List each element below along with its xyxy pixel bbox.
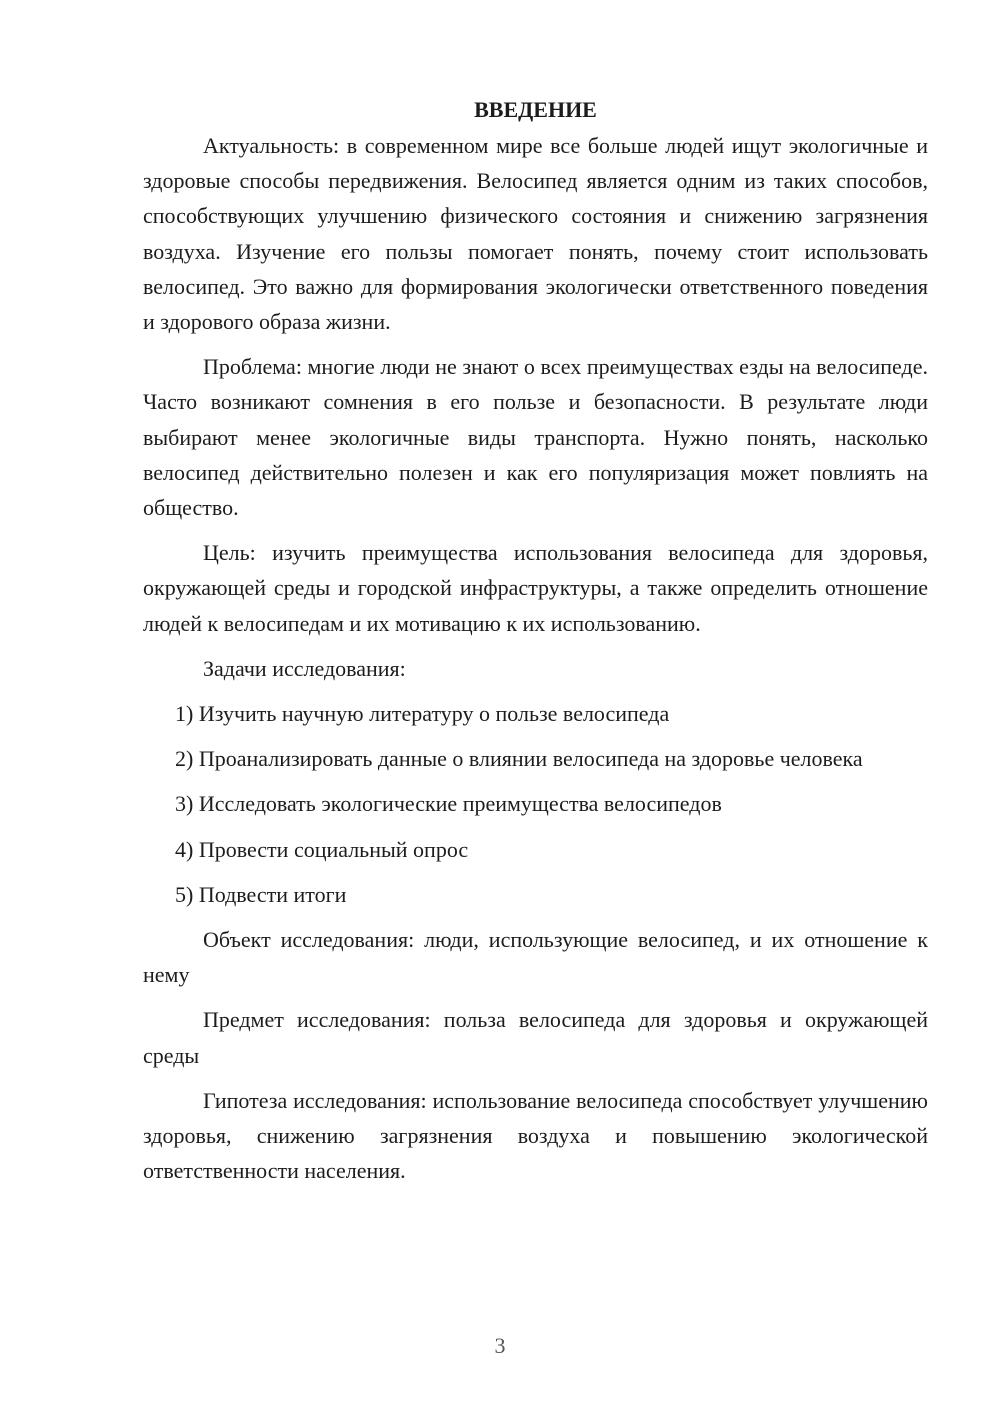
page-number: 3 <box>494 1333 506 1358</box>
section-title: ВВЕДЕНИЕ <box>474 97 597 122</box>
task-item-3: 3) Исследовать экологические преимущества велосипедов <box>175 791 722 817</box>
task-item-5: 5) Подвести итоги <box>175 881 347 907</box>
goal-paragraph: Цель: изучить преимущества использования велосипеда для здоровья, окружающей среды и городской инфраструктуры, а также определить отношение людей к велосипедам и их мотивацию к их использованию. <box>143 540 928 636</box>
hypothesis-paragraph: Гипотеза исследования: использование велосипеда способствует улучшению здоровья, снижению загрязнения воздуха и повышению экологической ответственности населения. <box>143 1087 928 1184</box>
task-item-4: 4) Провести социальный опрос <box>175 836 469 862</box>
document-page <box>143 92 928 1198</box>
subject-paragraph: Предмет исследования: польза велосипеда для здоровья и окружающей среды <box>143 1007 928 1068</box>
problem-paragraph: Проблема: многие люди не знают о всех преимуществах езды на велосипеде. Часто возникают сомнения в его пользе и безопасности. В результате люди выбирают менее экологичные виды транспорта. Нужно понять, насколько велосипед действительно полезен и как его популяризация может повлиять на общество. <box>143 354 928 521</box>
tasks-heading: Задачи исследования: <box>203 655 406 681</box>
object-paragraph: Объект исследования: люди, использующие велосипед, и их отношение к нему <box>143 927 928 988</box>
relevance-paragraph: Актуальность: в современном мире все больше людей ищут экологичные и здоровые способы передвижения. Велосипед является одним из таких способов, способствующих улучшению физического состояния и снижению загрязнения воздуха. Изучение его пользы помогает понять, почему стоит использовать велосипед. Это важно для формирования экологически ответственного поведения и здорового образа жизни. <box>143 133 928 335</box>
task-item-2: 2) Проанализировать данные о влиянии велосипеда на здоровье человека <box>175 746 863 772</box>
task-item-1: 1) Изучить научную литературу о пользе велосипеда <box>175 701 670 727</box>
